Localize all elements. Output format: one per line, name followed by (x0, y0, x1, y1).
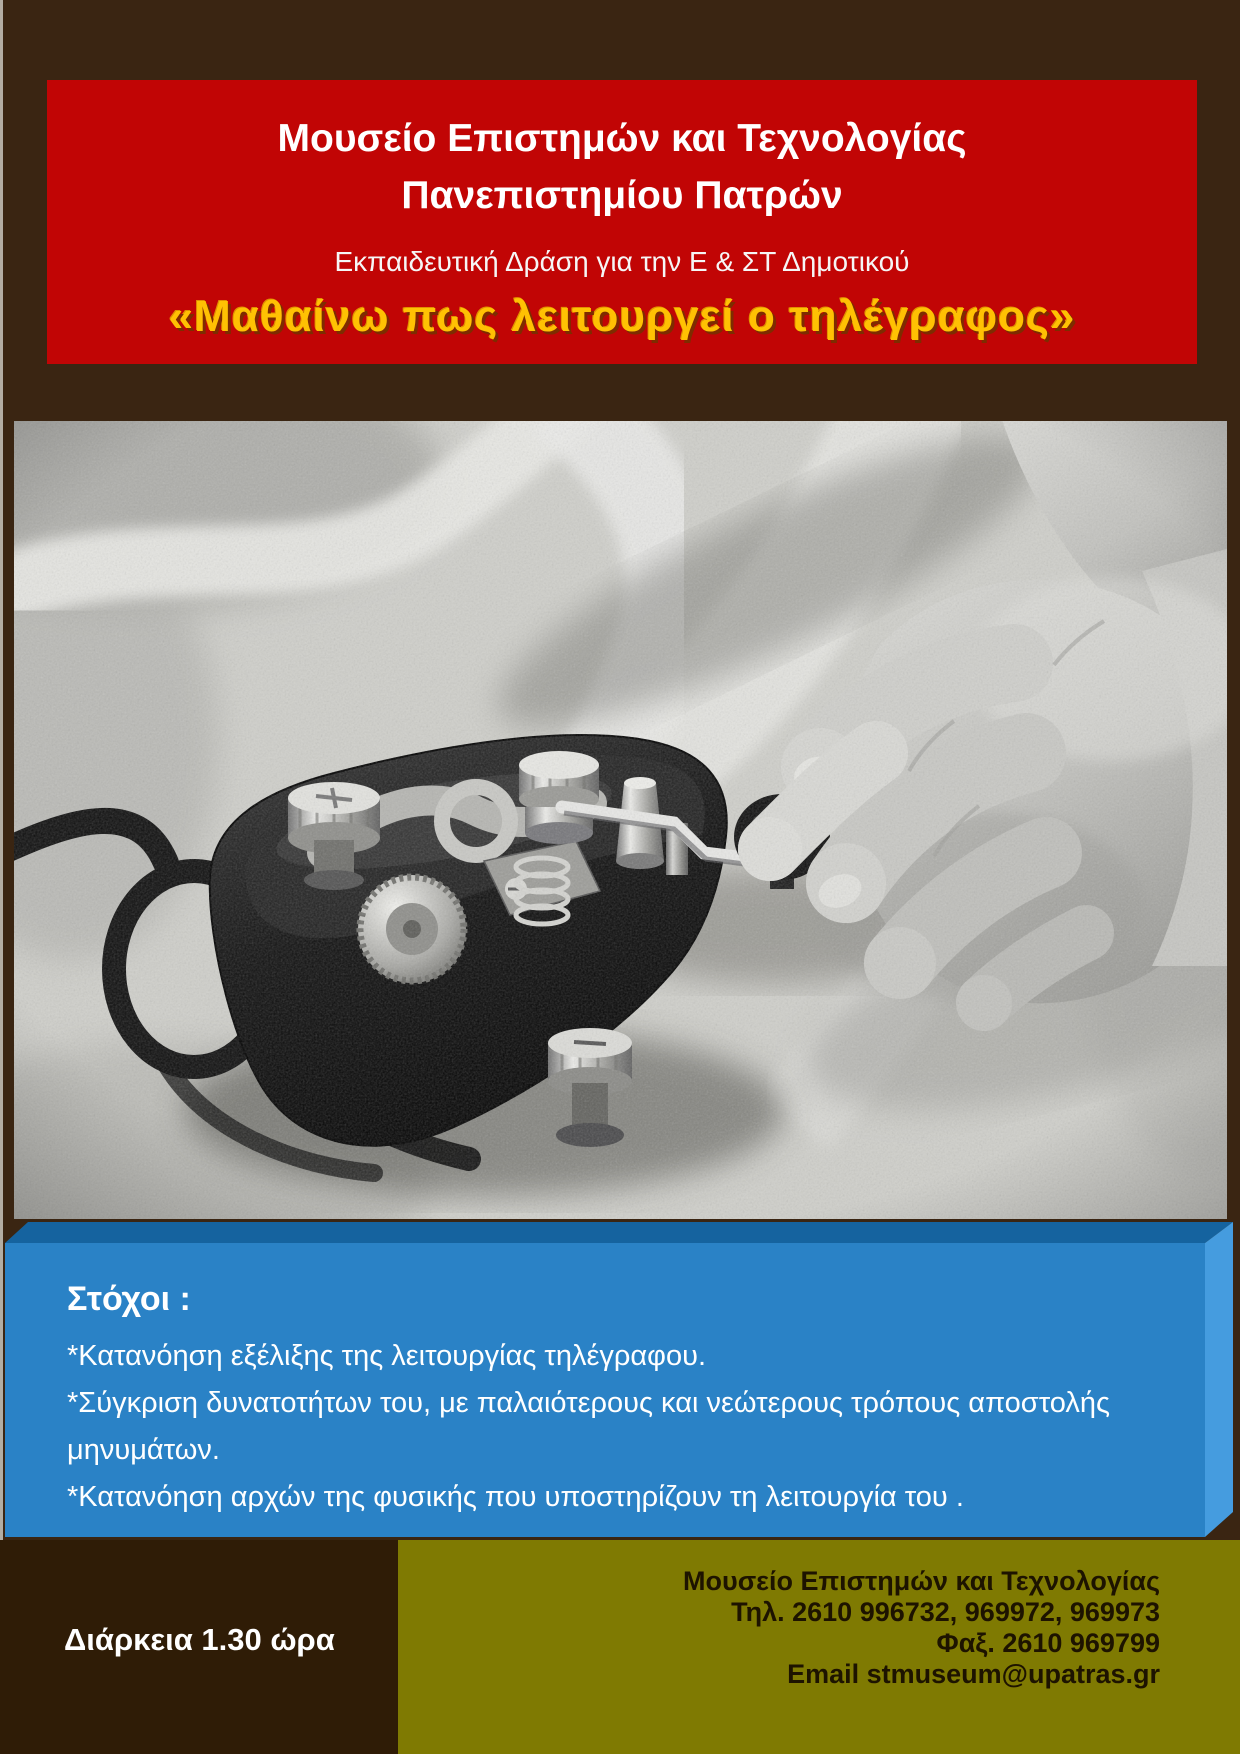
duration-label: Διάρκεια 1.30 ώρα (64, 1622, 335, 1657)
goals-box (5, 1243, 1205, 1537)
contact-line-museum: Μουσείο Επιστημών και Τεχνολογίας (683, 1566, 1160, 1596)
page-left-edge (0, 0, 3, 1754)
activity-subtitle: Εκπαιδευτική Δράση για την Ε & ΣΤ Δημοτικού (334, 246, 910, 277)
vignette-overlay (14, 421, 1227, 1219)
goals-heading: Στόχοι : (67, 1280, 191, 1318)
header-banner (47, 80, 1197, 364)
activity-highlight-title: «Μαθαίνω πως λειτουργεί ο τηλέγραφος» (168, 292, 1076, 341)
contact-line-phone: Τηλ. 2610 996732, 969972, 969973 (731, 1597, 1160, 1627)
goal-item-1: *Κατανόηση εξέλιξης της λειτουργίας τηλέγραφου. (67, 1340, 707, 1372)
goal-item-3: *Κατανόηση αρχών της φυσικής που υποστηρίζουν τη λειτουργία του . (67, 1481, 964, 1513)
telegraph-key-photo (14, 421, 1227, 1219)
museum-title-line1: Μουσείο Επιστημών και Τεχνολογίας (277, 117, 967, 160)
goals-box-top-face (5, 1222, 1233, 1243)
goals-box-right-face (1205, 1222, 1233, 1537)
footer-contact-panel (398, 1540, 1240, 1754)
museum-title-line2: Πανεπιστημίου Πατρών (401, 174, 843, 217)
contact-line-fax: Φαξ. 2610 969799 (936, 1628, 1160, 1658)
contact-line-email: Email stmuseum@upatras.gr (787, 1659, 1160, 1689)
goal-item-2: *Σύγκριση δυνατοτήτων του, με παλαιότερους και νεώτερους τρόπους αποστολής μηνυμάτων. (67, 1387, 1110, 1466)
